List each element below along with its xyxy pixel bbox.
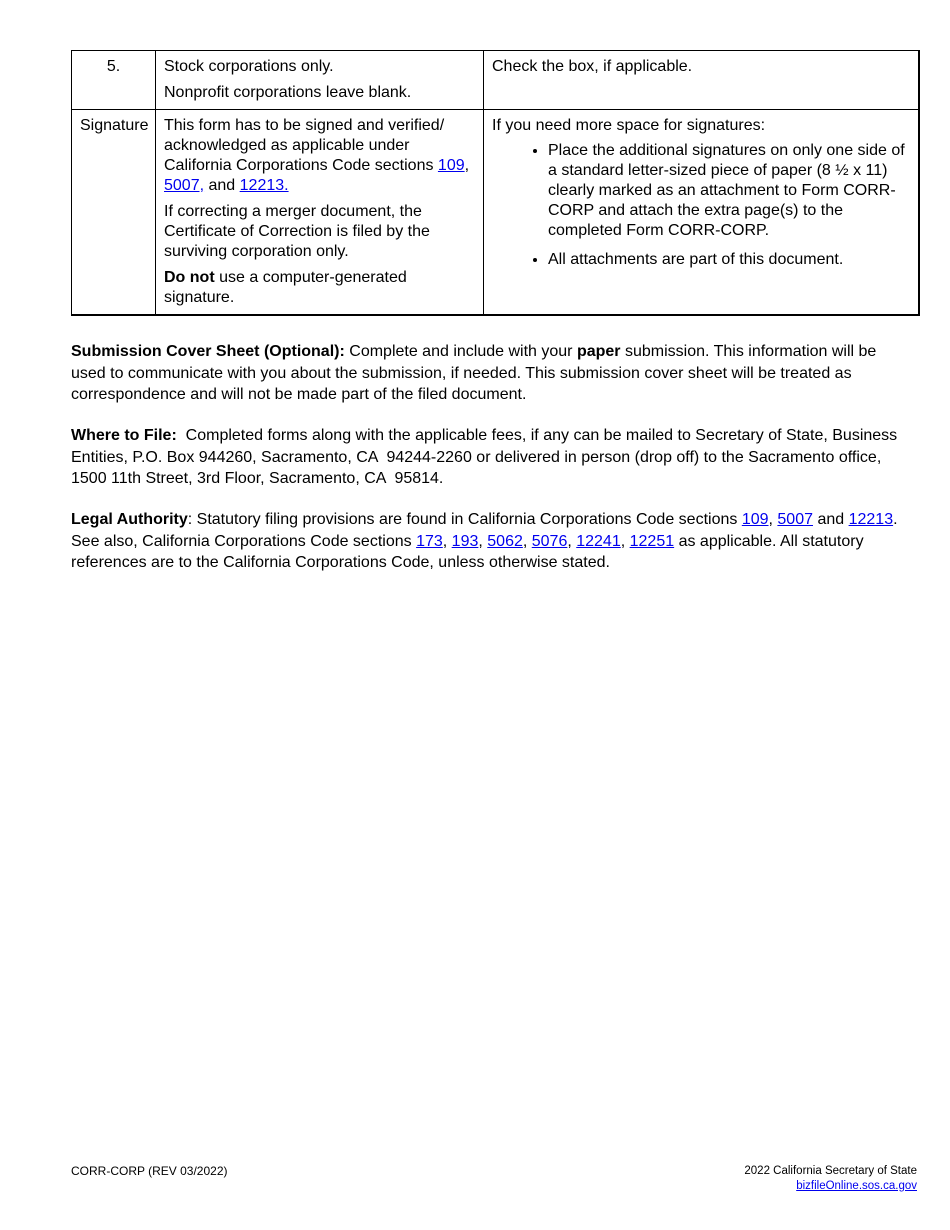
form-id: CORR-CORP (REV 03/2022) (71, 1164, 228, 1178)
link-5062[interactable]: 5062 (487, 532, 523, 550)
cover-sheet-paragraph (71, 341, 901, 406)
description-line: Nonprofit corporations leave blank. (164, 84, 412, 101)
row-instruction: Check the box, if applicable. (484, 51, 919, 110)
where-to-file-text: Completed forms along with the applicable fees, if any can be mailed to Secretary of State, Business Entities, P.O. Box 944260, Sacramento, CA 94244-2260 or delivered in person (drop off) to the Sacramento office, 1500 11th Street, 3rd Floor, Sacramento, CA 95814. (71, 427, 902, 487)
paper-bold: paper (576, 343, 621, 360)
cover-sheet-label: Submission Cover Sheet (Optional): (71, 343, 345, 360)
row-description (156, 51, 484, 110)
footer-right (744, 1164, 917, 1194)
separator: and (813, 511, 849, 528)
separator: and (204, 177, 240, 194)
where-to-file-paragraph (71, 425, 901, 490)
legal-text: : Statutory filing provisions are found in California Corporations Code sections (187, 511, 742, 528)
signature-bullets (492, 140, 910, 270)
signature-instruction (484, 110, 919, 316)
link-5076[interactable]: 5076 (531, 532, 568, 550)
where-to-file-label: Where to File: (71, 427, 177, 444)
table-row (72, 110, 919, 316)
link-12213[interactable]: 12213. (239, 177, 289, 194)
link-12213[interactable]: 12213 (848, 511, 894, 528)
link-5007[interactable]: 5007, (164, 177, 205, 194)
cover-sheet-text: Complete and include with your (344, 343, 577, 360)
separator: , (768, 511, 778, 528)
link-173[interactable]: 173 (416, 532, 443, 550)
link-5007[interactable]: 5007 (777, 511, 813, 528)
signature-label: Signature (72, 110, 156, 316)
link-12241[interactable]: 12241 (576, 532, 621, 550)
copyright: 2022 California Secretary of State (744, 1165, 917, 1177)
separator: , (464, 157, 470, 174)
cover-sheet-text: submission. This information will be used to communicate with you about the submission, if needed. This submission cover sheet will be treated as correspondence and will not be made part of the filed document. (71, 343, 877, 403)
list-item: • All attachments are part of this document. (548, 249, 910, 270)
legal-text: . See also, California Corporations Code sections (71, 511, 898, 550)
computer-signature-paragraph (164, 268, 475, 308)
do-not-bold: Do not (164, 269, 215, 286)
link-109[interactable]: 109 (437, 157, 465, 174)
signature-description (156, 110, 484, 316)
website-link[interactable]: bizfileOnline.sos.ca.gov (796, 1180, 917, 1192)
legal-authority-paragraph: Legal Authority: Statutory filing provisions are found in California Corporations Code sections 109, 5007 and 12213. See also, California Corporations Code sections 173, 193, 5062, 5076, 12241, 12251 as applicable. All statutory references are to the California Corporations Code, unless otherwise stated. (71, 511, 898, 571)
merger-paragraph: If correcting a merger document, the Certificate of Correction is filed by the surviving corporation only. (164, 203, 430, 260)
legal-authority-label: Legal Authority (71, 511, 188, 528)
link-193[interactable]: 193 (451, 532, 479, 550)
table-row (72, 51, 919, 110)
signature-space-intro: If you need more space for signatures: (492, 117, 766, 134)
instructions-table (71, 50, 920, 316)
list-item: • Place the additional signatures on only one side of a standard letter-sized piece of paper (8 ½ x 11) clearly marked as an attachment to Form CORR-CORP and attach the extra page(s) to the completed Form CORR-CORP. (548, 140, 910, 241)
computer-signature-text: use a computer-generated signature. (164, 269, 407, 306)
signature-text: This form has to be signed and verified/ acknowledged as applicable under California Corporations Code sections (164, 117, 445, 174)
link-12251[interactable]: 12251 (629, 532, 675, 550)
link-109[interactable]: 109 (741, 511, 769, 528)
row-number: 5. (72, 51, 156, 110)
description-line: Stock corporations only. (164, 58, 334, 75)
legal-text: as applicable. All statutory references are to the California Corporations Code, unless otherwise stated. (71, 532, 864, 571)
signature-paragraph (164, 116, 475, 196)
